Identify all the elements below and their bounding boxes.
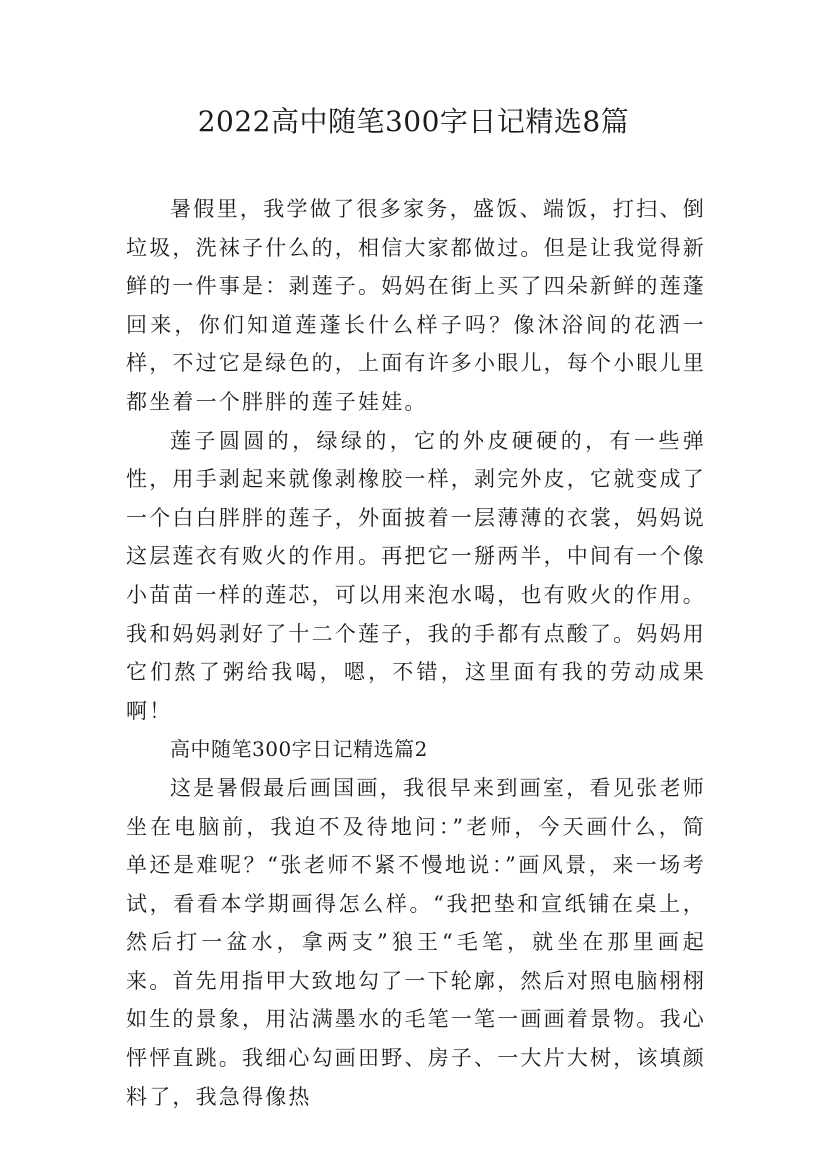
document-title: 2022高中随笔300字日记精选8篇 [197, 105, 630, 138]
section-2-heading: 高中随笔300字日记精选篇2 [170, 737, 428, 762]
document-body [126, 190, 706, 1116]
paragraph-3: 这是暑假最后画国画，我很早来到画室，看见张老师坐在电脑前，我迫不及待地问：”老师，今天画什么，简单还是难呢？“张老师不紧不慢地说：”画风景，来一场考试，看看本学期画得怎么样。“我把垫和宣纸铺在桌上，然后打一盆水，拿两支”狼王“毛笔，就坐在那里画起来。首先用指甲大致地勾了一下轮廓，然后对照电脑栩栩如生的景象，用沾满墨水的毛笔一笔一画画着景物。我心怦怦直跳。我细心勾画田野、房子、一大片大树，该填颜料了，我急得像热 [126, 775, 706, 1109]
paragraph-2: 莲子圆圆的，绿绿的，它的外皮硬硬的，有一些弹性，用手剥起来就像剥橡胶一样，剥完外皮，它就变成了一个白白胖胖的莲子，外面披着一层薄薄的衣裳，妈妈说这层莲衣有败火的作用。再把它一掰两半，中间有一个像小苗苗一样的莲芯，可以用来泡水喝，也有败火的作用。我和妈妈剥好了十二个莲子，我的手都有点酸了。妈妈用它们熬了粥给我喝，嗯，不错，这里面有我的劳动成果啊！ [126, 428, 706, 723]
paragraph-1: 暑假里，我学做了很多家务，盛饭、端饭，打扫、倒垃圾，洗袜子什么的，相信大家都做过。但是让我觉得新鲜的一件事是：剥莲子。妈妈在街上买了四朵新鲜的莲蓬回来，你们知道莲蓬长什么样子吗？像沐浴间的花洒一样，不过它是绿色的，上面有许多小眼儿，每个小眼儿里都坐着一个胖胖的莲子娃娃。 [126, 197, 706, 414]
